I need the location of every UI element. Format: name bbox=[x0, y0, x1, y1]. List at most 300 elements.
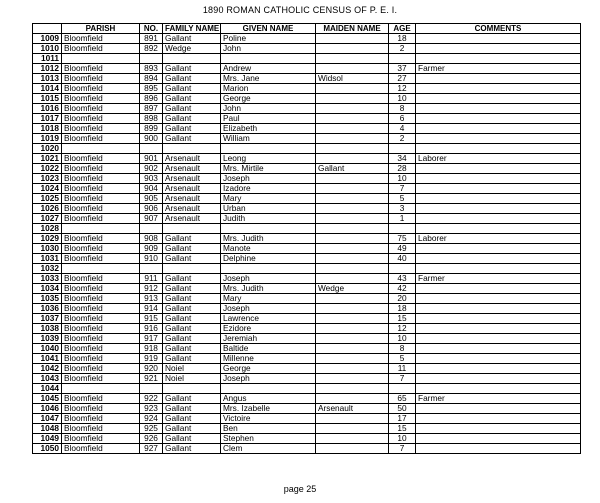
cell-no: 895 bbox=[140, 84, 163, 94]
cell-family-name: Arsenault bbox=[163, 164, 221, 174]
cell-family-name: Gallant bbox=[163, 124, 221, 134]
cell-no: 902 bbox=[140, 164, 163, 174]
cell-family-name: Gallant bbox=[163, 84, 221, 94]
cell-given-name: Mrs. Judith bbox=[221, 234, 316, 244]
cell-comments bbox=[416, 114, 581, 124]
table-row bbox=[33, 234, 581, 244]
cell-no: 896 bbox=[140, 94, 163, 104]
cell-row-number: 1028 bbox=[33, 224, 62, 234]
cell-age: 12 bbox=[389, 324, 416, 334]
cell-no bbox=[140, 144, 163, 154]
cell-given-name: Victoire bbox=[221, 414, 316, 424]
cell-given-name bbox=[221, 384, 316, 394]
cell-comments bbox=[416, 364, 581, 374]
col-header-parish: PARISH bbox=[62, 24, 140, 34]
cell-comments: Farmer bbox=[416, 394, 581, 404]
cell-age: 50 bbox=[389, 404, 416, 414]
cell-parish: Bloomfield bbox=[62, 344, 140, 354]
cell-row-number: 1029 bbox=[33, 234, 62, 244]
cell-no: 903 bbox=[140, 174, 163, 184]
cell-maiden-name bbox=[316, 414, 389, 424]
cell-comments: Farmer bbox=[416, 64, 581, 74]
cell-age: 43 bbox=[389, 274, 416, 284]
cell-age bbox=[389, 54, 416, 64]
cell-maiden-name bbox=[316, 224, 389, 234]
cell-no: 899 bbox=[140, 124, 163, 134]
cell-age: 18 bbox=[389, 304, 416, 314]
cell-parish: Bloomfield bbox=[62, 214, 140, 224]
cell-parish: Bloomfield bbox=[62, 414, 140, 424]
cell-family-name: Arsenault bbox=[163, 194, 221, 204]
cell-row-number: 1042 bbox=[33, 364, 62, 374]
cell-no: 894 bbox=[140, 74, 163, 84]
cell-no: 891 bbox=[140, 34, 163, 44]
cell-age: 8 bbox=[389, 344, 416, 354]
table-row bbox=[33, 224, 581, 234]
cell-comments bbox=[416, 304, 581, 314]
cell-family-name bbox=[163, 144, 221, 154]
cell-row-number: 1048 bbox=[33, 424, 62, 434]
cell-family-name: Gallant bbox=[163, 74, 221, 84]
table-row bbox=[33, 344, 581, 354]
cell-age: 20 bbox=[389, 294, 416, 304]
header-row bbox=[33, 24, 581, 34]
cell-maiden-name bbox=[316, 144, 389, 154]
col-header-row-number bbox=[33, 24, 62, 34]
cell-maiden-name bbox=[316, 104, 389, 114]
cell-parish: Bloomfield bbox=[62, 94, 140, 104]
col-header-no: NO. bbox=[140, 24, 163, 34]
table-row bbox=[33, 354, 581, 364]
cell-family-name: Gallant bbox=[163, 34, 221, 44]
table-row bbox=[33, 114, 581, 124]
cell-row-number: 1043 bbox=[33, 374, 62, 384]
cell-given-name: George bbox=[221, 94, 316, 104]
cell-parish: Bloomfield bbox=[62, 354, 140, 364]
cell-comments: Farmer bbox=[416, 274, 581, 284]
cell-comments: Laborer bbox=[416, 234, 581, 244]
table-row bbox=[33, 54, 581, 64]
col-header-comments: COMMENTS bbox=[416, 24, 581, 34]
cell-family-name: Gallant bbox=[163, 114, 221, 124]
cell-maiden-name bbox=[316, 194, 389, 204]
cell-maiden-name bbox=[316, 204, 389, 214]
cell-family-name: Gallant bbox=[163, 344, 221, 354]
cell-given-name: William bbox=[221, 134, 316, 144]
cell-maiden-name: Gallant bbox=[316, 164, 389, 174]
table-row bbox=[33, 294, 581, 304]
cell-maiden-name bbox=[316, 334, 389, 344]
page-title: 1890 ROMAN CATHOLIC CENSUS OF P. E. I. bbox=[202, 5, 398, 15]
cell-age: 7 bbox=[389, 184, 416, 194]
cell-no: 927 bbox=[140, 444, 163, 454]
cell-row-number: 1021 bbox=[33, 154, 62, 164]
table-row bbox=[33, 254, 581, 264]
cell-given-name bbox=[221, 224, 316, 234]
cell-maiden-name bbox=[316, 64, 389, 74]
cell-family-name: Arsenault bbox=[163, 204, 221, 214]
cell-parish bbox=[62, 264, 140, 274]
cell-age: 42 bbox=[389, 284, 416, 294]
cell-age: 5 bbox=[389, 354, 416, 364]
table-row bbox=[33, 64, 581, 74]
cell-parish: Bloomfield bbox=[62, 434, 140, 444]
cell-age: 65 bbox=[389, 394, 416, 404]
table-row bbox=[33, 174, 581, 184]
cell-age: 75 bbox=[389, 234, 416, 244]
cell-comments bbox=[416, 284, 581, 294]
table-row bbox=[33, 164, 581, 174]
cell-family-name: Noiel bbox=[163, 374, 221, 384]
cell-parish: Bloomfield bbox=[62, 44, 140, 54]
cell-family-name: Gallant bbox=[163, 244, 221, 254]
cell-no: 906 bbox=[140, 204, 163, 214]
cell-maiden-name bbox=[316, 84, 389, 94]
cell-comments bbox=[416, 224, 581, 234]
cell-comments bbox=[416, 344, 581, 354]
cell-family-name: Gallant bbox=[163, 334, 221, 344]
cell-comments bbox=[416, 164, 581, 174]
table-row bbox=[33, 384, 581, 394]
cell-parish bbox=[62, 144, 140, 154]
cell-given-name bbox=[221, 144, 316, 154]
cell-given-name: Mrs. Izabelle bbox=[221, 404, 316, 414]
table-row bbox=[33, 124, 581, 134]
cell-maiden-name bbox=[316, 434, 389, 444]
table-row bbox=[33, 74, 581, 84]
cell-family-name: Gallant bbox=[163, 394, 221, 404]
cell-parish: Bloomfield bbox=[62, 154, 140, 164]
cell-family-name: Wedge bbox=[163, 44, 221, 54]
cell-row-number: 1027 bbox=[33, 214, 62, 224]
cell-age bbox=[389, 384, 416, 394]
cell-given-name: Marion bbox=[221, 84, 316, 94]
table-row bbox=[33, 404, 581, 414]
cell-age: 3 bbox=[389, 204, 416, 214]
cell-parish: Bloomfield bbox=[62, 374, 140, 384]
cell-no: 915 bbox=[140, 314, 163, 324]
cell-comments bbox=[416, 144, 581, 154]
cell-age bbox=[389, 224, 416, 234]
cell-maiden-name bbox=[316, 324, 389, 334]
cell-no bbox=[140, 384, 163, 394]
table-row bbox=[33, 304, 581, 314]
table-row bbox=[33, 334, 581, 344]
cell-family-name: Gallant bbox=[163, 434, 221, 444]
cell-given-name: Ezidore bbox=[221, 324, 316, 334]
cell-row-number: 1046 bbox=[33, 404, 62, 414]
cell-given-name: Jeremiah bbox=[221, 334, 316, 344]
cell-maiden-name bbox=[316, 354, 389, 364]
cell-given-name: Leong bbox=[221, 154, 316, 164]
cell-maiden-name bbox=[316, 214, 389, 224]
cell-age: 5 bbox=[389, 194, 416, 204]
cell-family-name: Gallant bbox=[163, 134, 221, 144]
cell-row-number: 1039 bbox=[33, 334, 62, 344]
col-header-given-name: GIVEN NAME bbox=[221, 24, 316, 34]
cell-family-name: Gallant bbox=[163, 274, 221, 284]
census-table bbox=[32, 23, 581, 454]
cell-family-name: Arsenault bbox=[163, 174, 221, 184]
cell-age: 49 bbox=[389, 244, 416, 254]
cell-no: 917 bbox=[140, 334, 163, 344]
cell-comments bbox=[416, 414, 581, 424]
cell-parish: Bloomfield bbox=[62, 444, 140, 454]
cell-comments bbox=[416, 74, 581, 84]
cell-given-name: Elizabeth bbox=[221, 124, 316, 134]
table-row bbox=[33, 104, 581, 114]
cell-parish: Bloomfield bbox=[62, 84, 140, 94]
table-row bbox=[33, 144, 581, 154]
cell-given-name: Mary bbox=[221, 194, 316, 204]
table-row bbox=[33, 324, 581, 334]
cell-given-name: Andrew bbox=[221, 64, 316, 74]
cell-row-number: 1010 bbox=[33, 44, 62, 54]
cell-maiden-name bbox=[316, 444, 389, 454]
cell-given-name: John bbox=[221, 104, 316, 114]
cell-given-name: Paul bbox=[221, 114, 316, 124]
cell-row-number: 1015 bbox=[33, 94, 62, 104]
table-row bbox=[33, 194, 581, 204]
cell-given-name: Lawrence bbox=[221, 314, 316, 324]
cell-row-number: 1036 bbox=[33, 304, 62, 314]
cell-age: 15 bbox=[389, 424, 416, 434]
cell-comments bbox=[416, 54, 581, 64]
cell-parish: Bloomfield bbox=[62, 324, 140, 334]
cell-given-name: Delphine bbox=[221, 254, 316, 264]
cell-age: 27 bbox=[389, 74, 416, 84]
cell-comments bbox=[416, 264, 581, 274]
page-number: page 25 bbox=[283, 484, 317, 494]
cell-family-name: Gallant bbox=[163, 234, 221, 244]
cell-maiden-name bbox=[316, 114, 389, 124]
cell-parish: Bloomfield bbox=[62, 404, 140, 414]
cell-age: 10 bbox=[389, 94, 416, 104]
cell-parish: Bloomfield bbox=[62, 244, 140, 254]
cell-family-name: Gallant bbox=[163, 414, 221, 424]
cell-given-name bbox=[221, 264, 316, 274]
cell-maiden-name bbox=[316, 184, 389, 194]
cell-no: 926 bbox=[140, 434, 163, 444]
cell-maiden-name bbox=[316, 44, 389, 54]
cell-comments bbox=[416, 424, 581, 434]
col-header-maiden-name: MAIDEN NAME bbox=[316, 24, 389, 34]
cell-row-number: 1033 bbox=[33, 274, 62, 284]
cell-family-name: Arsenault bbox=[163, 214, 221, 224]
cell-maiden-name bbox=[316, 154, 389, 164]
cell-maiden-name bbox=[316, 344, 389, 354]
table-row bbox=[33, 414, 581, 424]
cell-maiden-name bbox=[316, 134, 389, 144]
cell-maiden-name bbox=[316, 54, 389, 64]
table-row bbox=[33, 424, 581, 434]
cell-comments bbox=[416, 244, 581, 254]
cell-no: 914 bbox=[140, 304, 163, 314]
table-row bbox=[33, 374, 581, 384]
table-row bbox=[33, 434, 581, 444]
cell-family-name: Gallant bbox=[163, 64, 221, 74]
cell-age bbox=[389, 144, 416, 154]
cell-row-number: 1016 bbox=[33, 104, 62, 114]
cell-age: 40 bbox=[389, 254, 416, 264]
cell-parish: Bloomfield bbox=[62, 334, 140, 344]
cell-no: 908 bbox=[140, 234, 163, 244]
cell-no: 897 bbox=[140, 104, 163, 114]
table-row bbox=[33, 84, 581, 94]
cell-parish: Bloomfield bbox=[62, 284, 140, 294]
cell-family-name: Gallant bbox=[163, 304, 221, 314]
cell-no: 923 bbox=[140, 404, 163, 414]
cell-maiden-name bbox=[316, 424, 389, 434]
cell-given-name: Judith bbox=[221, 214, 316, 224]
cell-row-number: 1034 bbox=[33, 284, 62, 294]
census-body bbox=[33, 34, 581, 454]
cell-parish: Bloomfield bbox=[62, 364, 140, 374]
cell-maiden-name bbox=[316, 364, 389, 374]
cell-age: 12 bbox=[389, 84, 416, 94]
cell-age: 7 bbox=[389, 374, 416, 384]
cell-maiden-name bbox=[316, 94, 389, 104]
cell-no: 900 bbox=[140, 134, 163, 144]
cell-given-name: Joseph bbox=[221, 174, 316, 184]
table-row bbox=[33, 264, 581, 274]
table-row bbox=[33, 444, 581, 454]
cell-parish: Bloomfield bbox=[62, 174, 140, 184]
cell-comments bbox=[416, 134, 581, 144]
cell-parish: Bloomfield bbox=[62, 194, 140, 204]
cell-maiden-name bbox=[316, 384, 389, 394]
table-row bbox=[33, 274, 581, 284]
cell-parish bbox=[62, 54, 140, 64]
cell-family-name bbox=[163, 54, 221, 64]
cell-family-name: Gallant bbox=[163, 424, 221, 434]
cell-comments bbox=[416, 34, 581, 44]
table-row bbox=[33, 44, 581, 54]
cell-comments bbox=[416, 44, 581, 54]
cell-no: 910 bbox=[140, 254, 163, 264]
cell-given-name: Joseph bbox=[221, 274, 316, 284]
cell-comments bbox=[416, 404, 581, 414]
cell-family-name: Gallant bbox=[163, 404, 221, 414]
cell-age bbox=[389, 264, 416, 274]
cell-row-number: 1017 bbox=[33, 114, 62, 124]
cell-given-name: Mrs. Mirtile bbox=[221, 164, 316, 174]
cell-parish: Bloomfield bbox=[62, 234, 140, 244]
cell-comments bbox=[416, 94, 581, 104]
cell-row-number: 1031 bbox=[33, 254, 62, 264]
cell-age: 15 bbox=[389, 314, 416, 324]
cell-row-number: 1030 bbox=[33, 244, 62, 254]
cell-age: 7 bbox=[389, 444, 416, 454]
table-row bbox=[33, 364, 581, 374]
cell-maiden-name bbox=[316, 34, 389, 44]
cell-maiden-name: Wedge bbox=[316, 284, 389, 294]
cell-row-number: 1024 bbox=[33, 184, 62, 194]
cell-comments bbox=[416, 254, 581, 264]
cell-family-name: Gallant bbox=[163, 354, 221, 364]
col-header-family-name: FAMILY NAME bbox=[163, 24, 221, 34]
cell-no: 918 bbox=[140, 344, 163, 354]
table-row bbox=[33, 154, 581, 164]
cell-parish: Bloomfield bbox=[62, 104, 140, 114]
cell-row-number: 1023 bbox=[33, 174, 62, 184]
cell-comments bbox=[416, 444, 581, 454]
cell-row-number: 1011 bbox=[33, 54, 62, 64]
table-row bbox=[33, 314, 581, 324]
cell-row-number: 1012 bbox=[33, 64, 62, 74]
cell-maiden-name bbox=[316, 374, 389, 384]
cell-comments bbox=[416, 374, 581, 384]
cell-parish: Bloomfield bbox=[62, 164, 140, 174]
cell-maiden-name bbox=[316, 304, 389, 314]
cell-row-number: 1050 bbox=[33, 444, 62, 454]
cell-comments: Laborer bbox=[416, 154, 581, 164]
cell-given-name: Joseph bbox=[221, 304, 316, 314]
cell-family-name: Gallant bbox=[163, 284, 221, 294]
cell-age: 10 bbox=[389, 174, 416, 184]
cell-parish: Bloomfield bbox=[62, 424, 140, 434]
cell-maiden-name: Arsenault bbox=[316, 404, 389, 414]
cell-comments bbox=[416, 434, 581, 444]
cell-parish: Bloomfield bbox=[62, 184, 140, 194]
cell-given-name: Mary bbox=[221, 294, 316, 304]
cell-row-number: 1045 bbox=[33, 394, 62, 404]
cell-comments bbox=[416, 174, 581, 184]
cell-age: 17 bbox=[389, 414, 416, 424]
cell-age: 18 bbox=[389, 34, 416, 44]
cell-given-name bbox=[221, 54, 316, 64]
cell-age: 8 bbox=[389, 104, 416, 114]
cell-comments bbox=[416, 334, 581, 344]
cell-age: 37 bbox=[389, 64, 416, 74]
cell-no: 898 bbox=[140, 114, 163, 124]
cell-row-number: 1041 bbox=[33, 354, 62, 364]
cell-family-name: Gallant bbox=[163, 254, 221, 264]
cell-no: 907 bbox=[140, 214, 163, 224]
cell-comments bbox=[416, 214, 581, 224]
cell-no: 925 bbox=[140, 424, 163, 434]
cell-no: 904 bbox=[140, 184, 163, 194]
cell-age: 4 bbox=[389, 124, 416, 134]
cell-maiden-name bbox=[316, 124, 389, 134]
cell-family-name bbox=[163, 384, 221, 394]
cell-no: 893 bbox=[140, 64, 163, 74]
cell-given-name: Angus bbox=[221, 394, 316, 404]
cell-comments bbox=[416, 294, 581, 304]
cell-parish: Bloomfield bbox=[62, 34, 140, 44]
cell-row-number: 1026 bbox=[33, 204, 62, 214]
table-row bbox=[33, 284, 581, 294]
table-row bbox=[33, 134, 581, 144]
cell-age: 11 bbox=[389, 364, 416, 374]
cell-given-name: Manote bbox=[221, 244, 316, 254]
cell-family-name: Arsenault bbox=[163, 154, 221, 164]
table-row bbox=[33, 204, 581, 214]
cell-given-name: Urban bbox=[221, 204, 316, 214]
table-row bbox=[33, 34, 581, 44]
cell-row-number: 1038 bbox=[33, 324, 62, 334]
cell-comments bbox=[416, 104, 581, 114]
cell-no: 892 bbox=[140, 44, 163, 54]
cell-comments bbox=[416, 384, 581, 394]
cell-parish: Bloomfield bbox=[62, 304, 140, 314]
cell-no: 924 bbox=[140, 414, 163, 424]
cell-parish: Bloomfield bbox=[62, 314, 140, 324]
cell-family-name bbox=[163, 224, 221, 234]
cell-maiden-name bbox=[316, 394, 389, 404]
cell-given-name: Mrs. Jane bbox=[221, 74, 316, 84]
cell-comments bbox=[416, 324, 581, 334]
